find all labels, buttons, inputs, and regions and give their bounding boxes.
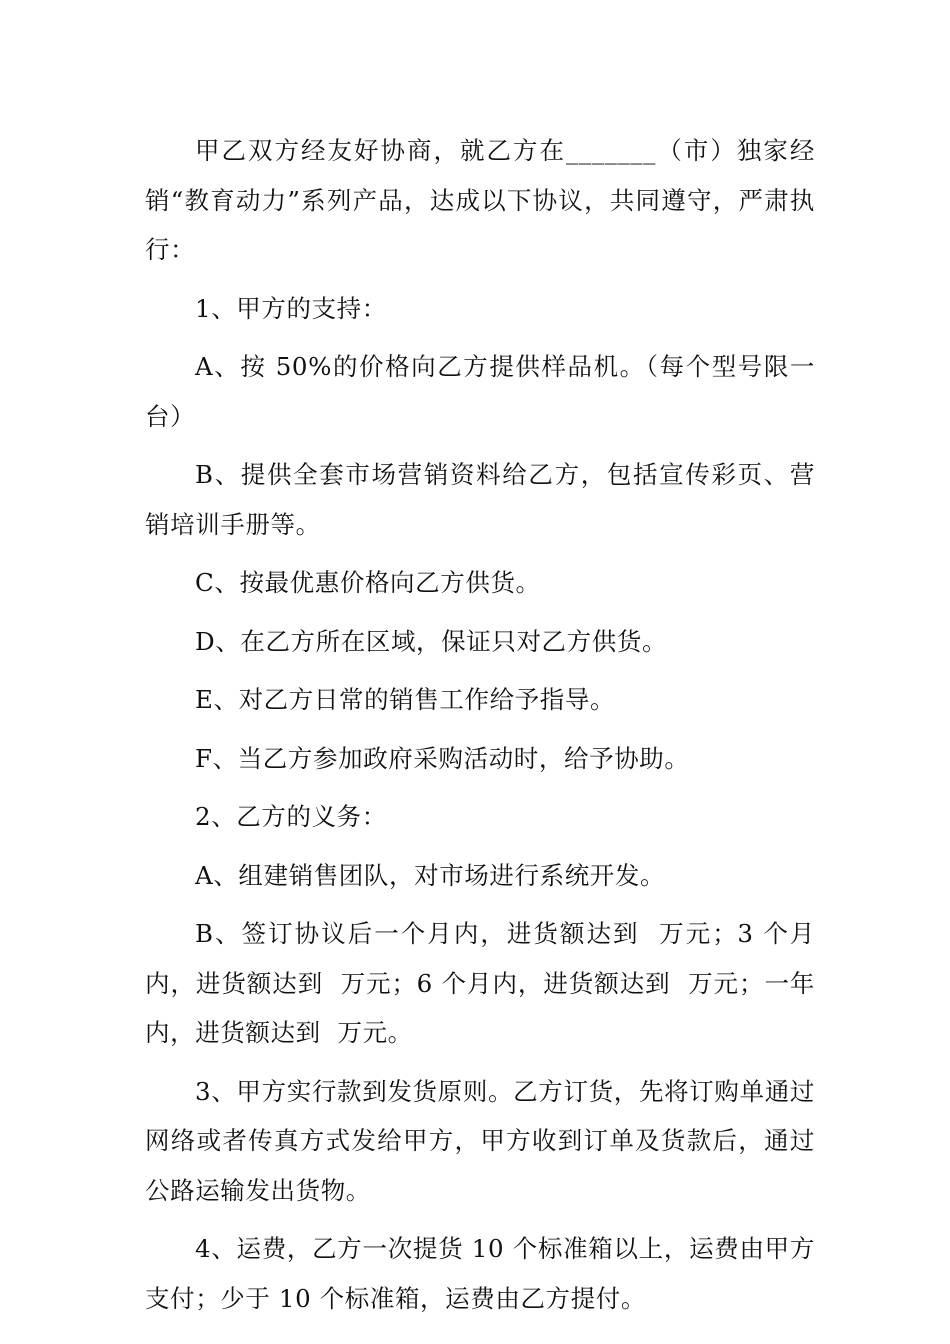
section-4-paragraph: 4、运费，乙方一次提货 10 个标准箱以上，运费由甲方支付；少于 10 个标准箱，运费由乙方提付。 xyxy=(145,1234,815,1313)
intro-paragraph: 甲乙双方经友好协商，就乙方在_______（市）独家经销“教育动力”系列产品，达成以下协议，共同遵守，严肃执行： xyxy=(145,136,815,264)
section-2-heading: 2、乙方的义务： xyxy=(195,802,387,831)
clause-1e: E、对乙方日常的销售工作给予指导。 xyxy=(195,685,616,714)
document-page xyxy=(145,126,815,1332)
clause-2a: A、组建销售团队，对市场进行系统开发。 xyxy=(195,860,666,890)
clause-1c: C、按最优惠价格向乙方供货。 xyxy=(195,568,541,597)
clause-1f: F、当乙方参加政府采购活动时，给予协助。 xyxy=(195,743,690,773)
clause-1d: D、在乙方所在区域，保证只对乙方供货。 xyxy=(195,626,668,656)
clause-2b: B、签订协议后一个月内，进货额达到 万元；3 个月内，进货额达到 万元；6 个月内，进货额达到 万元；一年内，进货额达到 万元。 xyxy=(145,919,815,1047)
clause-1b: B、提供全套市场营销资料给乙方，包括宣传彩页、营销培训手册等。 xyxy=(145,460,815,539)
section-1-heading: 1、甲方的支持： xyxy=(195,293,387,323)
clause-1a: A、按 50%的价格向乙方提供样品机。（每个型号限一台） xyxy=(145,352,815,431)
section-3-paragraph: 3、甲方实行款到发货原则。乙方订货，先将订购单通过网络或者传真方式发给甲方，甲方收到订单及货款后，通过公路运输发出货物。 xyxy=(145,1076,815,1205)
